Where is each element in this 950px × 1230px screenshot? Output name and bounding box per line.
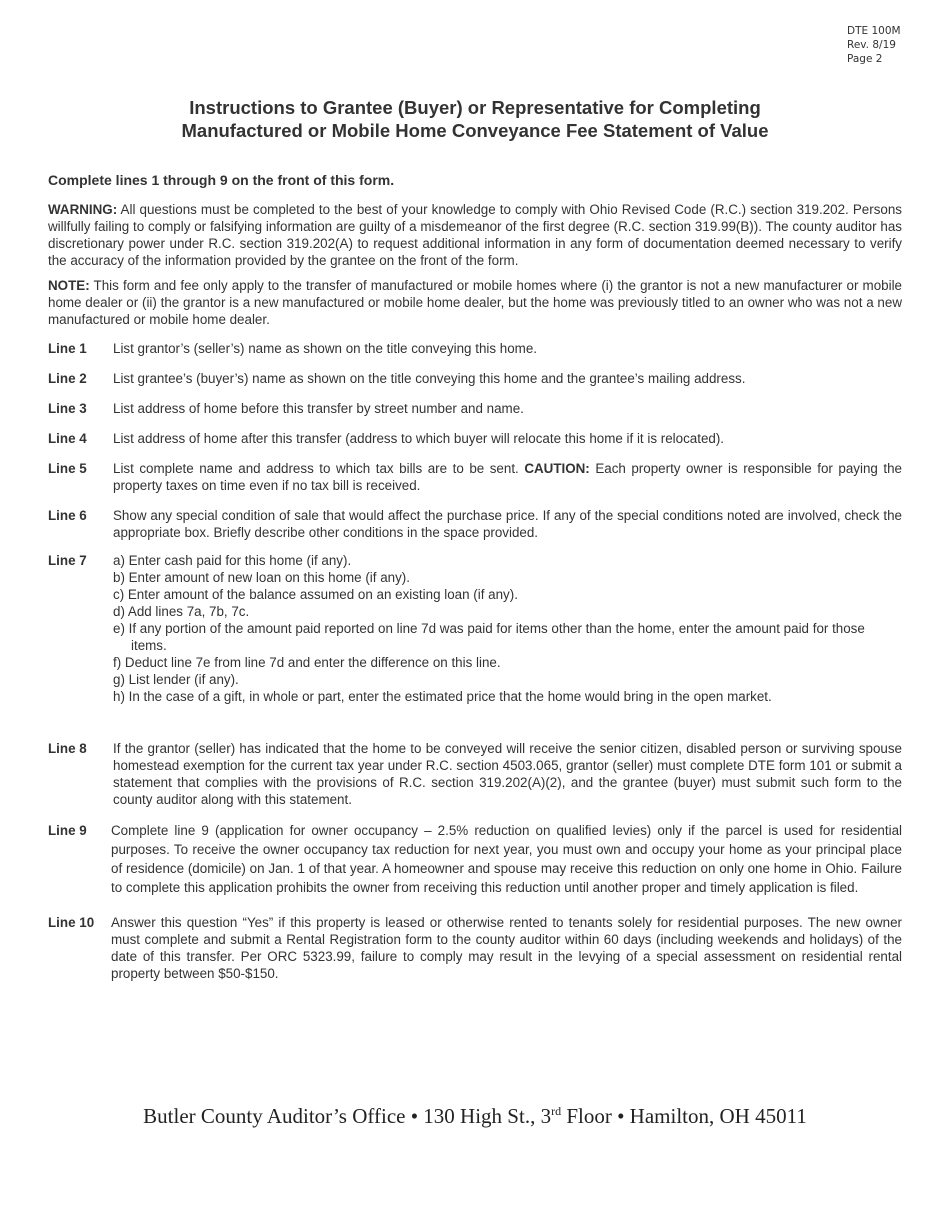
line-5-text-before: List complete name and address to which tax bills are to be sent. [113, 461, 519, 476]
line-7d-text: d) Add lines 7a, 7b, 7c. [113, 604, 250, 619]
line-8-text: If the grantor (seller) has indicated that the home to be conveyed will receive the senior citizen, disabled person or surviving spouse homestead exemption for the current tax year under R.C. section 4503.065, grantor (seller) must complete DTE form 101 or submit a statement that complies with the provisions of R.C. section 319.202(A)(2), and the grantee (buyer) must submit such form to the county auditor along with this statement. [113, 741, 902, 807]
line-1-text: List grantor’s (seller’s) name as shown on the title conveying this home. [113, 341, 538, 356]
note-label: NOTE: [48, 278, 90, 293]
line-7g-text: g) List lender (if any). [113, 672, 239, 687]
warning-label: WARNING: [48, 202, 118, 217]
instructions-body [48, 172, 902, 995]
office-address-footer [0, 1104, 950, 1129]
line-5-instruction [48, 460, 902, 494]
form-number: DTE 100M [847, 25, 901, 37]
instructions-heading: Complete lines 1 through 9 on the front of this form. [48, 172, 395, 188]
line-10-instruction [48, 914, 902, 982]
line-7f-text: f) Deduct line 7e from line 7d and enter the difference on this line. [113, 655, 501, 670]
line-8-instruction [48, 740, 902, 808]
line-9-instruction [48, 821, 902, 897]
line-2-label: Line 2 [48, 371, 87, 386]
warning-text: All questions must be completed to the best of your knowledge to comply with Ohio Revised Code (R.C.) section 319.202. Persons willfully failing to comply or falsifying information are guilty of a misdemeanor of the first degree (R.C. section 319.99(B)). The county auditor has discretionary power under R.C. section 319.202(A) to request additional information in any form of documentation deemed necessary to verify the accuracy of the information provided by the grantee on the front of the form. [48, 202, 902, 268]
page-title [40, 96, 910, 142]
form-revision: Rev. 8/19 [847, 39, 896, 51]
form-identifier [847, 24, 937, 66]
line-3-instruction [48, 400, 902, 417]
title-line-1: Instructions to Grantee (Buyer) or Representative for Completing [189, 97, 761, 118]
line-7b-text: b) Enter amount of new loan on this home (if any). [113, 570, 410, 585]
line-3-label: Line 3 [48, 401, 87, 416]
line-3-text: List address of home before this transfer by street number and name. [113, 401, 524, 416]
footer-ordinal-suffix: rd [551, 1104, 562, 1118]
caution-label: CAUTION: [524, 461, 590, 476]
line-5-text-after: Each property owner is responsible for paying the property taxes on time even if no tax bill is received. [113, 461, 902, 493]
line-2-text: List grantee’s (buyer’s) name as shown on the title conveying this home and the grantee’s mailing address. [113, 371, 746, 386]
line-7h-text: h) In the case of a gift, in whole or part, enter the estimated price that the home would bring in the open market. [113, 689, 772, 704]
line-9-label: Line 9 [48, 823, 87, 838]
line-5-text [113, 460, 902, 494]
footer-address-start: Butler County Auditor’s Office • 130 High St., 3 [143, 1104, 552, 1128]
line-9-text: Complete line 9 (application for owner occupancy – 2.5% reduction on qualified levies) only if the parcel is used for residential purposes. To receive the owner occupancy tax reduction for next year, you must own and occupy your home as your principal place of residence (domicile) on Jan. 1 of that year. A homeowner and spouse may receive this reduction on only one home in Ohio. Failure to complete this application prohibits the owner from receiving this reduction until another proper and timely application is filed. [111, 823, 902, 895]
line-6-text: Show any special condition of sale that would affect the purchase price. If any of the special conditions noted are involved, check the appropriate box. Briefly describe other conditions in the space provided. [113, 508, 902, 540]
title-line-2: Manufactured or Mobile Home Conveyance Fee Statement of Value [181, 120, 769, 141]
warning-paragraph [48, 201, 902, 269]
line-4-text: List address of home after this transfer (address to which buyer will relocate this home if it is relocated). [113, 431, 725, 446]
line-7-label: Line 7 [48, 553, 87, 568]
line-6-label: Line 6 [48, 508, 87, 523]
line-10-label: Line 10 [48, 915, 95, 930]
line-10-text: Answer this question “Yes” if this property is leased or otherwise rented to tenants solely for residential purposes. The new owner must complete and submit a Rental Registration form to the county auditor within 60 days (including weekends and holidays) of the date of this transfer. Per ORC 5323.99, failure to comply may result in the levying of a special assessment on residential rental property between $50-$150. [111, 915, 902, 981]
note-paragraph [48, 277, 902, 328]
line-7-instruction [48, 552, 902, 705]
line-8-label: Line 8 [48, 741, 87, 756]
line-4-label: Line 4 [48, 431, 87, 446]
line-7-items [113, 552, 902, 705]
line-6-instruction [48, 507, 902, 541]
line-1-instruction [48, 340, 902, 357]
page-number: Page 2 [847, 53, 883, 65]
line-1-label: Line 1 [48, 341, 87, 356]
line-4-instruction [48, 430, 902, 447]
line-5-label: Line 5 [48, 461, 87, 476]
line-7c-text: c) Enter amount of the balance assumed on an existing loan (if any). [113, 587, 518, 602]
line-7a-text: a) Enter cash paid for this home (if any). [113, 553, 352, 568]
line-2-instruction [48, 370, 902, 387]
note-text: This form and fee only apply to the transfer of manufactured or mobile homes where (i) the grantor is not a new manufacturer or mobile home dealer or (ii) the grantor is a new manufactured or mobile home dealer, but the home was previously titled to an owner who was not a new manufactured or mobile home dealer. [48, 278, 902, 327]
footer-address-end: Floor • Hamilton, OH 45011 [561, 1104, 807, 1128]
line-7e-text: e) If any portion of the amount paid reported on line 7d was paid for items other than the home, enter the amount paid for those items. [113, 621, 865, 653]
